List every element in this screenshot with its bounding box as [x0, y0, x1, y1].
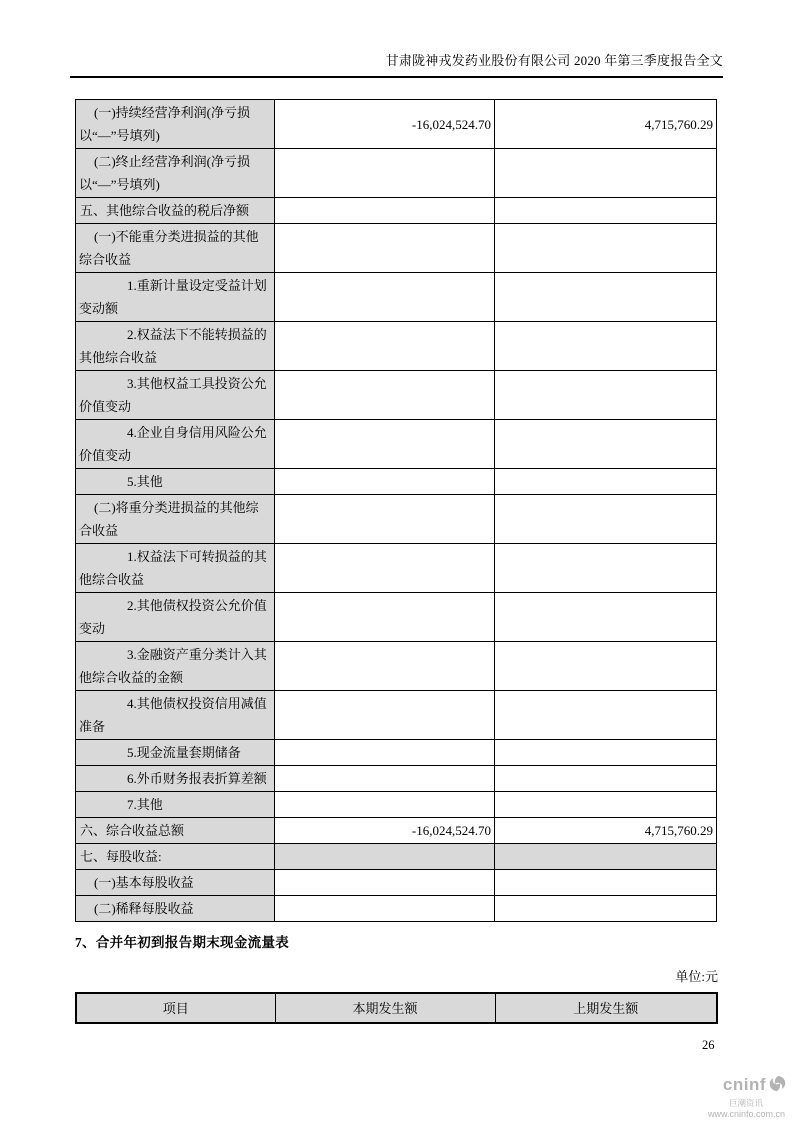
table-row	[76, 593, 717, 642]
row-label-cell: (一)持续经营净利润(净亏损以“—”号填列)	[76, 100, 275, 149]
row-label-cell: 五、其他综合收益的税后净额	[76, 198, 275, 224]
row-label-cell: 7.其他	[76, 792, 275, 818]
prior-period-value	[495, 691, 717, 740]
table-row	[76, 818, 717, 844]
cashflow-header-row	[76, 993, 717, 1023]
prior-period-value	[495, 870, 717, 896]
cninfo-brand: cninf	[722, 1075, 766, 1095]
current-period-value	[275, 273, 495, 322]
row-label-cell: (一)不能重分类进损益的其他综合收益	[76, 224, 275, 273]
row-label-cell: 3.其他权益工具投资公允价值变动	[76, 371, 275, 420]
prior-period-value	[495, 469, 717, 495]
table-row	[76, 495, 717, 544]
row-label-cell: 2.其他债权投资公允价值变动	[76, 593, 275, 642]
row-label-cell: (二)稀释每股收益	[76, 896, 275, 922]
current-period-value	[275, 642, 495, 691]
prior-period-value	[495, 792, 717, 818]
prior-period-value	[495, 224, 717, 273]
table-row	[76, 766, 717, 792]
page-number: 26	[702, 1038, 715, 1052]
prior-period-value	[495, 740, 717, 766]
column-header-item: 项目	[76, 993, 275, 1023]
prior-period-value: 4,715,760.29	[495, 100, 717, 149]
column-header-current-period: 本期发生额	[275, 993, 495, 1023]
table-row	[76, 371, 717, 420]
table-row	[76, 740, 717, 766]
prior-period-value	[495, 593, 717, 642]
current-period-value	[275, 198, 495, 224]
current-period-value	[275, 844, 495, 870]
cashflow-table	[75, 992, 718, 1024]
current-period-value	[275, 792, 495, 818]
table-row	[76, 273, 717, 322]
table-row	[76, 420, 717, 469]
row-label-cell: 4.其他债权投资信用减值准备	[76, 691, 275, 740]
table-row	[76, 198, 717, 224]
table-row	[76, 224, 717, 273]
prior-period-value	[495, 149, 717, 198]
table-row	[76, 100, 717, 149]
current-period-value	[275, 322, 495, 371]
prior-period-value	[495, 420, 717, 469]
row-label-cell: 2.权益法下不能转损益的其他综合收益	[76, 322, 275, 371]
cninfo-swirl-icon	[768, 1074, 787, 1098]
row-label-cell: (一)基本每股收益	[76, 870, 275, 896]
row-label-cell: 5.现金流量套期储备	[76, 740, 275, 766]
cninfo-subtitle: 巨潮资讯	[728, 1097, 763, 1108]
cninfo-brand-line	[667, 1074, 787, 1098]
current-period-value: -16,024,524.70	[275, 100, 495, 149]
current-period-value	[275, 870, 495, 896]
table-row	[76, 870, 717, 896]
table-row	[76, 691, 717, 740]
table-row	[76, 544, 717, 593]
row-label-cell: 5.其他	[76, 469, 275, 495]
unit-note: 单位:元	[675, 969, 718, 984]
current-period-value	[275, 691, 495, 740]
table-row	[76, 322, 717, 371]
row-label-cell: 七、每股收益:	[76, 844, 275, 870]
current-period-value	[275, 420, 495, 469]
prior-period-value: 4,715,760.29	[495, 818, 717, 844]
table-row	[76, 792, 717, 818]
prior-period-value	[495, 766, 717, 792]
row-label-cell: 1.重新计量设定受益计划变动额	[76, 273, 275, 322]
header-title: 甘肃陇神戎发药业股份有限公司 2020 年第三季度报告全文	[385, 53, 723, 68]
column-header-prior-period: 上期发生额	[495, 993, 717, 1023]
table-row	[76, 896, 717, 922]
current-period-value	[275, 224, 495, 273]
current-period-value	[275, 544, 495, 593]
cninfo-logo	[667, 1074, 787, 1120]
prior-period-value	[495, 844, 717, 870]
current-period-value	[275, 593, 495, 642]
comprehensive-income-table	[75, 99, 717, 922]
prior-period-value	[495, 642, 717, 691]
table-row	[76, 844, 717, 870]
prior-period-value	[495, 198, 717, 224]
current-period-value	[275, 469, 495, 495]
row-label-cell: (二)将重分类进损益的其他综合收益	[76, 495, 275, 544]
row-label-cell: (二)终止经营净利润(净亏损以“—”号填列)	[76, 149, 275, 198]
current-period-value	[275, 495, 495, 544]
row-label-cell: 6.外币财务报表折算差额	[76, 766, 275, 792]
prior-period-value	[495, 495, 717, 544]
document-header	[70, 50, 723, 78]
current-period-value	[275, 371, 495, 420]
prior-period-value	[495, 322, 717, 371]
row-label-cell: 3.金融资产重分类计入其他综合收益的金额	[76, 642, 275, 691]
row-label-cell: 1.权益法下可转损益的其他综合收益	[76, 544, 275, 593]
current-period-value	[275, 766, 495, 792]
income-table-body	[76, 100, 717, 922]
cninfo-url: www.cninfo.com.cn	[707, 1108, 785, 1119]
prior-period-value	[495, 896, 717, 922]
current-period-value	[275, 896, 495, 922]
prior-period-value	[495, 371, 717, 420]
row-label-cell: 六、综合收益总额	[76, 818, 275, 844]
current-period-value	[275, 740, 495, 766]
row-label-cell: 4.企业自身信用风险公允价值变动	[76, 420, 275, 469]
table-row	[76, 469, 717, 495]
current-period-value: -16,024,524.70	[275, 818, 495, 844]
table-row	[76, 149, 717, 198]
prior-period-value	[495, 273, 717, 322]
current-period-value	[275, 149, 495, 198]
prior-period-value	[495, 544, 717, 593]
table-row	[76, 642, 717, 691]
section-heading: 7、合并年初到报告期末现金流量表	[75, 935, 290, 950]
